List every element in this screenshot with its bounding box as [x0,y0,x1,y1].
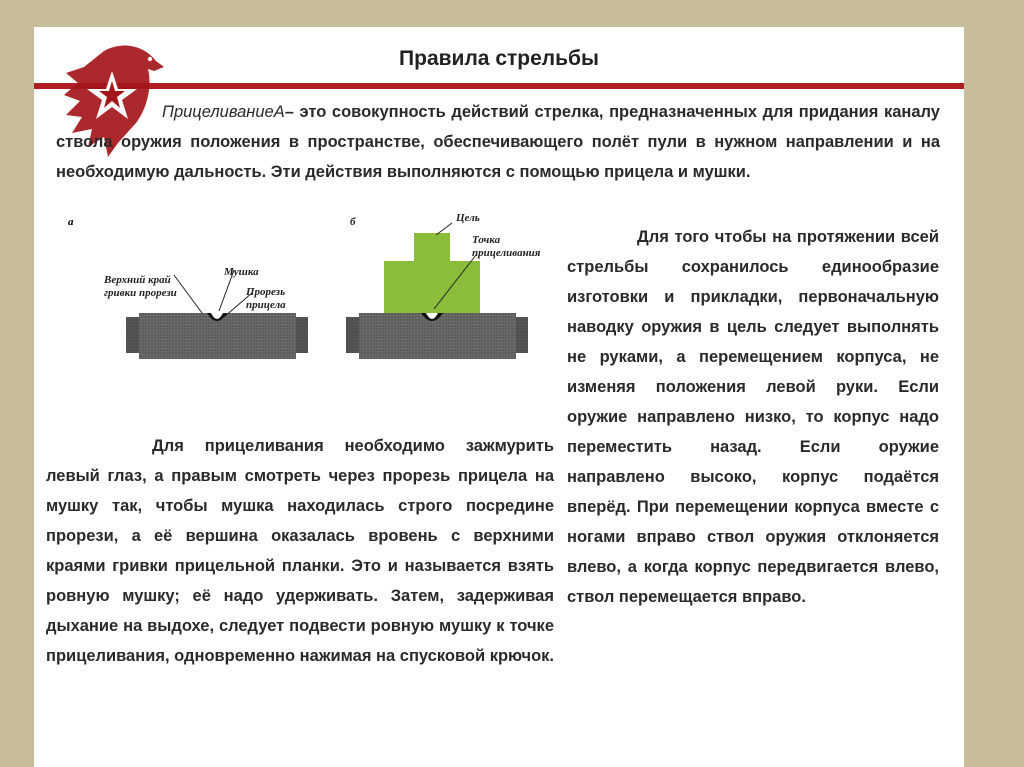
label-rear-notch-line2: прицела [246,299,286,311]
label-aim-point-line2: прицеливания [472,247,541,259]
figure-label-b: б [350,216,356,228]
label-target: Цель [456,212,480,224]
label-aim-point-line1: Точка [472,234,501,246]
figure-label-a: а [68,216,74,228]
label-top-edge-line1: Верхний край [104,274,171,286]
right-sight-diagram [346,223,528,359]
label-front-sight: Мушка [224,266,259,278]
sight-alignment-figure [64,205,564,425]
aiming-procedure-paragraph: Для прицеливания необходимо зажмурить левый глаз, а правым смотреть через прорезь прицела на мушку так, чтобы мушка находилась строго посредине прорези, а её вершина оказалась вровень с верхними краями гривки прицельной планки. Это и называется взять ровную мушку; её надо удерживать. Затем, задерживая дыхание на выдохе, следует подвести ровную мушку к точке прицеливания, одновременно нажимая на спусковой крючок. [46,437,555,665]
label-top-edge-line2: гривки прорези [104,287,177,299]
slide [34,27,964,767]
title-divider [34,83,964,89]
page-title: Правила стрельбы [399,47,599,70]
body-movement-paragraph: Для того чтобы на протяжении всей стрельбы сохранилось единообразие изготовки и прикладки, первоначальную наводку оружия в цель следует выполнять не руками, а перемещением корпуса, не изменяя положения левой руки. Если оружие направлено низко, то корпус надо переместить назад. Если оружие направлено высоко, корпус подаётся вперёд. При перемещении корпуса вместе с ногами вправо ствол оружия отклоняется влево, а когда корпус передвигается влево, ствол перемещается вправо. [567,228,939,606]
aiming-term: ПрицеливаниеА [162,103,285,121]
label-rear-notch-line1: Прорезь [246,286,286,298]
aiming-definition-text: – это совокупность действий стрелка, предназначенных для придания каналу ствола оружия положения в пространстве, обеспечивающего полёт пули в нужном направлении и на необходимую дальность. Эти действия выполняются с помощью прицела и мушки. [56,103,940,181]
aiming-definition-paragraph [56,97,940,187]
